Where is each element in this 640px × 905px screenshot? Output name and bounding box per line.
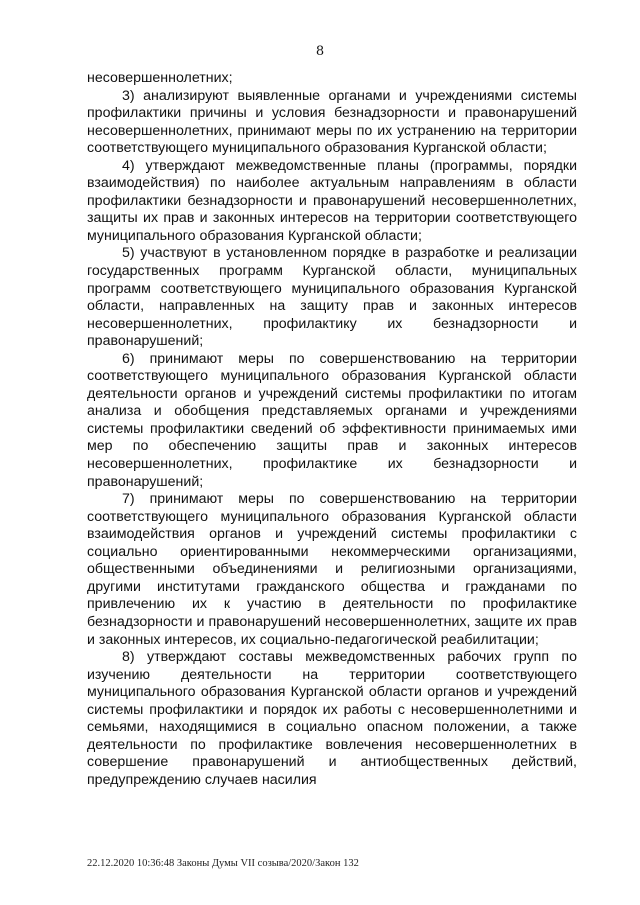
paragraph-continuation: несовершеннолетних; [87,70,233,86]
paragraph-item-5: 5) участвуют в установленном порядке в разработке и реализации государственных программ Курганской области, муниципальных программ соответствующего муниципального образования Курганской области, направленных на защиту прав и законных интересов несовершеннолетних, профилактику их безнадзорности и правонарушений; [87,245,577,350]
paragraph-item-8: 8) утверждают составы межведомственных рабочих групп по изучению деятельности на территории соответствующего муниципального образования Курганской области органов и учреждений системы профилактики и порядок их работы с несовершеннолетними и семьями, находящимися в социально опасном положении, а также деятельности по профилактике вовлечения несовершеннолетних в совершение правонарушений и антиобщественных действий, предупреждению случаев насилия [87,649,577,788]
paragraph-item-3: 3) анализируют выявленные органами и учреждениями системы профилактики причины и условия безнадзорности и правонарушений несовершеннолетних, принимают меры по их устранению на территории соответствующего муниципального образования Курганской области; [87,87,577,157]
paragraph-item-7: 7) принимают меры по совершенствованию на территории соответствующего муниципального образования Курганской области взаимодействия органов и учреждений системы профилактики с социально ориентированными некоммерческими организациями, общественными объединениями и религиозными организациями, другими институтами гражданского общества и гражданами по привлечению их к участию в деятельности по профилактике безнадзорности и правонарушений несовершеннолетних, защите их прав и законных интересов, их социально-педагогической реабилитации; [87,491,577,648]
document-footer: 22.12.2020 10:36:48 Законы Думы VII созыва/2020/Закон 132 [87,858,359,869]
page-number: 8 [315,44,325,59]
document-body [87,70,577,789]
paragraph-item-4: 4) утверждают межведомственные планы (программы, порядки взаимодействия) по наиболее актуальным направлениям в области профилактики безнадзорности и правонарушений несовершеннолетних, защиты их прав и законных интересов на территории соответствующего муниципального образования Курганской области; [87,157,577,244]
paragraph-item-6: 6) принимают меры по совершенствованию на территории соответствующего муниципального образования Курганской области деятельности органов и учреждений системы профилактики по итогам анализа и обобщения представляемых органами и учреждениями системы профилактики сведений об эффективности принимаемых ими мер по обеспечению защиты прав и законных интересов несовершеннолетних, профилактике их безнадзорности и правонарушений; [87,350,577,490]
